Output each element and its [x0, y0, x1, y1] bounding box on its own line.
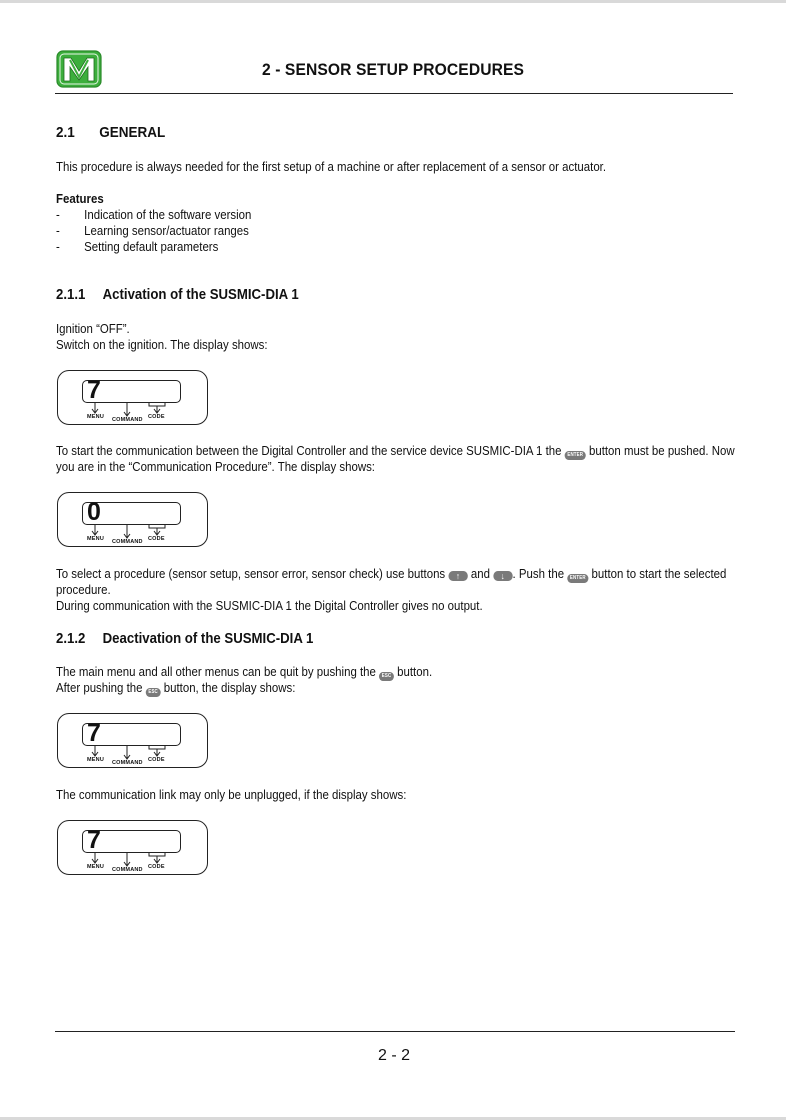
down-arrow-key-icon: ↓	[493, 571, 512, 581]
code-label: CODE	[148, 864, 165, 870]
select-procedure-line1	[56, 566, 726, 583]
menu-label: MENU	[87, 757, 104, 763]
menu-label: MENU	[87, 864, 104, 870]
feature-text: Setting default parameters	[84, 239, 219, 254]
enter-key-icon: ENTER	[567, 574, 588, 583]
feature-text: Indication of the software version	[84, 207, 252, 222]
command-label: COMMAND	[112, 760, 143, 766]
section-title: Deactivation of the SUSMIC-DIA 1	[102, 630, 314, 647]
page-number: 2 - 2	[378, 1047, 411, 1064]
display-panel	[57, 713, 208, 768]
text-fragment: button.	[397, 664, 433, 679]
company-logo	[56, 50, 102, 88]
general-intro: This procedure is always needed for the first setup of a machine or after replacement of a sensor or actuator.	[56, 159, 607, 174]
text-fragment: The main menu and all other menus can be quit by pushing the	[56, 664, 376, 679]
code-label: CODE	[148, 536, 165, 542]
display-panel	[57, 820, 208, 875]
quit-menu-text	[56, 664, 432, 681]
code-label: CODE	[148, 757, 165, 763]
text-fragment: To start the communication between the Digital Controller and the service device SUSMIC-DIA 1 the	[56, 443, 562, 458]
section-number: 2.1.2	[56, 630, 86, 647]
esc-key-icon: ESC	[146, 688, 161, 697]
text-fragment: . Push the	[512, 566, 565, 581]
section-title: Activation of the SUSMIC-DIA 1	[102, 286, 299, 303]
command-label: COMMAND	[112, 867, 143, 873]
esc-key-icon: ESC	[379, 672, 394, 681]
bullet: -	[56, 239, 60, 254]
display-panel	[57, 370, 208, 425]
command-label: COMMAND	[112, 417, 143, 423]
text-fragment: button to start the selected	[591, 566, 727, 581]
section-heading-deactivation	[56, 630, 313, 647]
section-number: 2.1.1	[56, 286, 86, 303]
display-panel	[57, 492, 208, 547]
section-heading-general	[56, 124, 165, 141]
section-number: 2.1	[56, 124, 75, 141]
header-divider	[55, 93, 733, 94]
ignition-off-text: Ignition “OFF”.	[56, 321, 130, 336]
communication-paragraph-line2: you are in the “Communication Procedure”. The display shows:	[56, 459, 375, 474]
code-label: CODE	[148, 414, 165, 420]
section-title: GENERAL	[99, 124, 166, 141]
section-heading-activation	[56, 286, 299, 303]
display-digit: 0	[87, 498, 101, 526]
menu-label: MENU	[87, 414, 104, 420]
after-esc-text	[56, 680, 295, 697]
select-procedure-line2: procedure.	[56, 582, 111, 597]
text-fragment: button must be pushed. Now	[588, 443, 735, 458]
bullet: -	[56, 223, 60, 238]
feature-item	[56, 223, 249, 239]
text-fragment: button, the display shows:	[163, 680, 296, 695]
display-digit: 7	[87, 719, 101, 747]
display-digit: 7	[87, 376, 101, 404]
text-fragment: To select a procedure (sensor setup, sensor error, sensor check) use buttons	[56, 566, 446, 581]
features-heading: Features	[56, 191, 104, 206]
communication-note: During communication with the SUSMIC-DIA 1 the Digital Controller gives no output.	[56, 598, 483, 613]
unplug-text: The communication link may only be unplugged, if the display shows:	[56, 787, 407, 802]
feature-item	[56, 207, 251, 223]
menu-label: MENU	[87, 536, 104, 542]
footer-divider	[55, 1031, 735, 1032]
enter-key-icon: ENTER	[565, 451, 586, 460]
page-title: 2 - SENSOR SETUP PROCEDURES	[261, 60, 525, 79]
up-arrow-key-icon: ↑	[448, 571, 467, 581]
text-fragment: After pushing the	[56, 680, 143, 695]
communication-paragraph-line1	[56, 443, 735, 460]
command-label: COMMAND	[112, 539, 143, 545]
text-fragment: and	[470, 566, 491, 581]
bullet: -	[56, 207, 60, 222]
feature-item	[56, 239, 218, 255]
feature-text: Learning sensor/actuator ranges	[84, 223, 249, 238]
switch-on-text: Switch on the ignition. The display shows:	[56, 337, 268, 352]
page-top-border	[0, 0, 786, 3]
display-digit: 7	[87, 826, 101, 854]
